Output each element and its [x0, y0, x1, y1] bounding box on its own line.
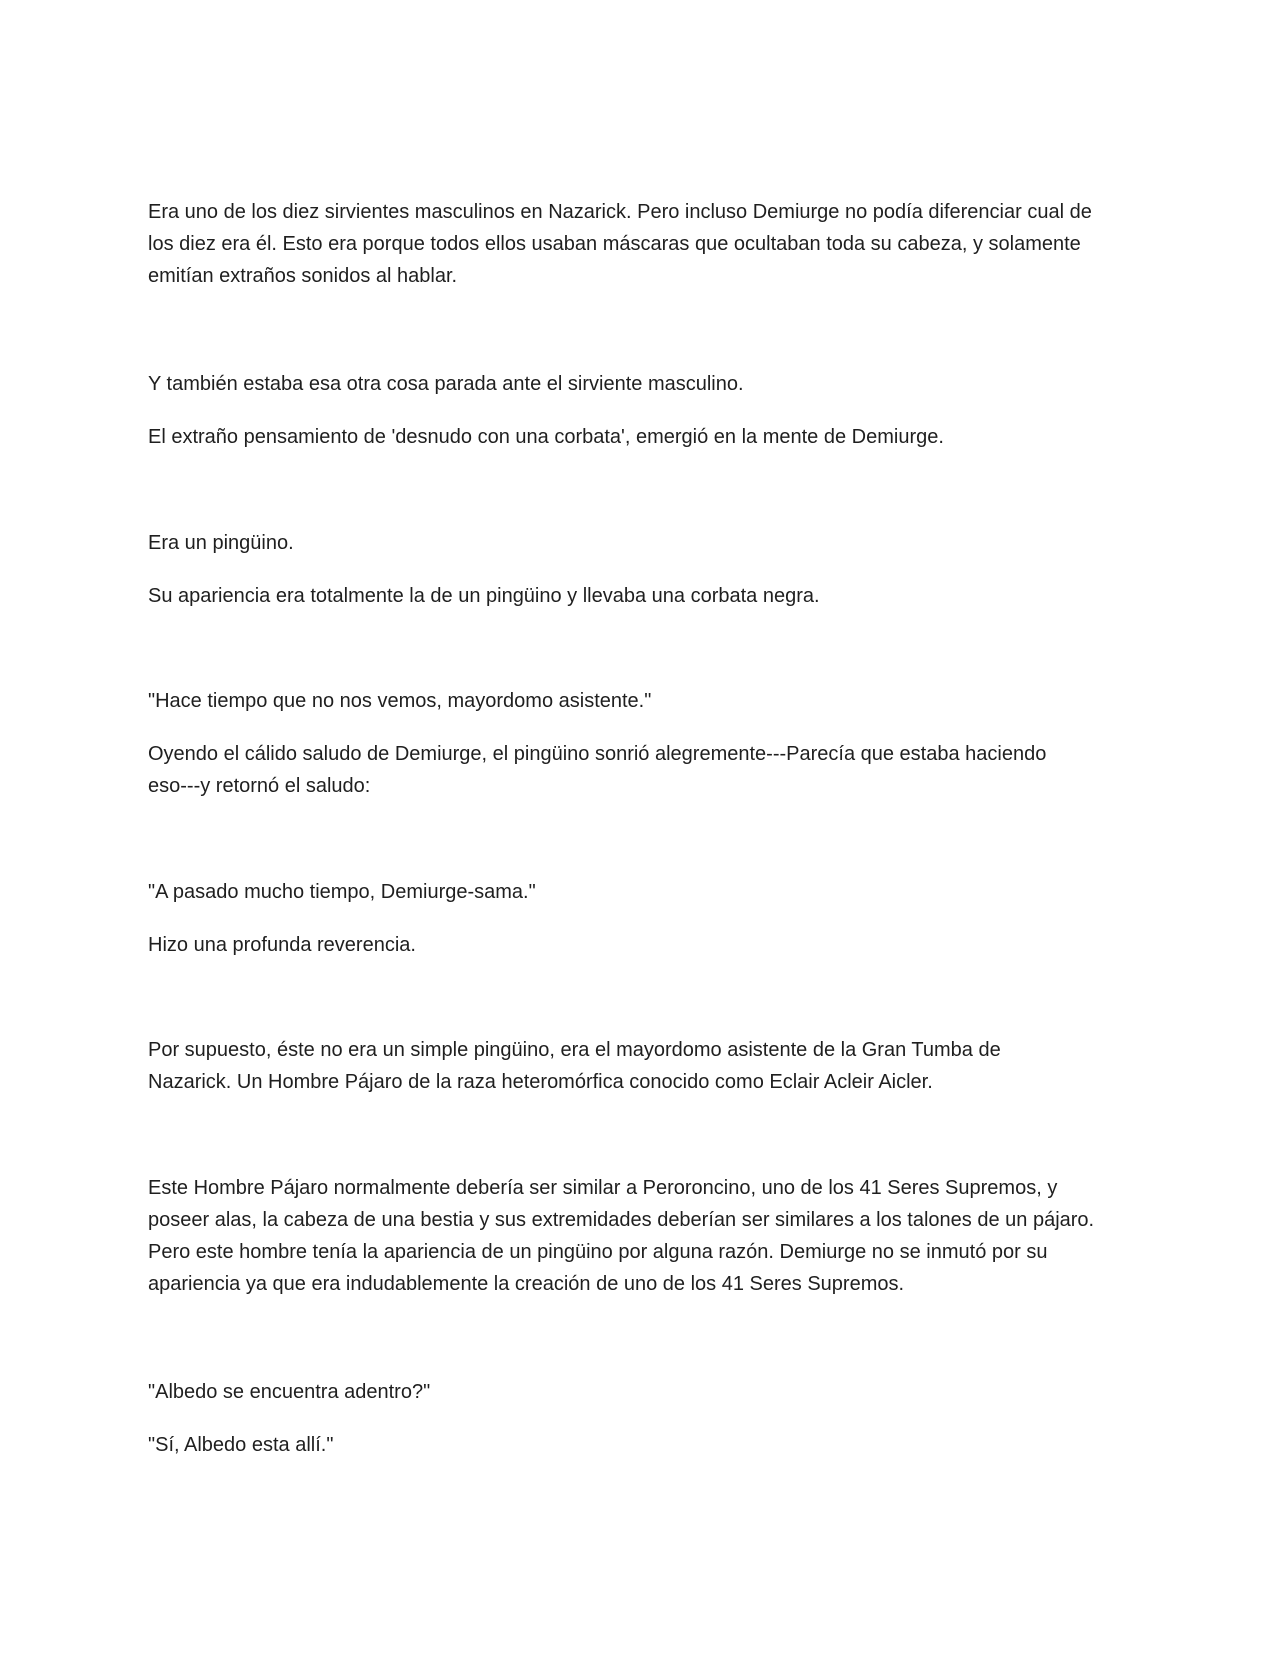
paragraph-long-time-quote	[148, 876, 1138, 908]
paragraph-penguin	[148, 527, 1138, 559]
paragraph-warm-greeting	[148, 738, 1138, 802]
paragraph-butler-assistant	[148, 1034, 1138, 1098]
text-line: apariencia ya que era indudablemente la creación de uno de los 41 Seres Supremos.	[148, 1273, 905, 1295]
text-line: eso---y retornó el saludo:	[148, 775, 371, 797]
paragraph-albedo-question	[148, 1376, 1138, 1408]
paragraph-bow	[148, 929, 1138, 961]
paragraph-appearance	[148, 580, 1138, 612]
paragraph-other-thing	[148, 368, 1138, 400]
text-line: los diez era él. Esto era porque todos ellos usaban máscaras que ocultaban toda su cabeza, y solamente	[148, 233, 1081, 255]
paragraph-ten-servants	[148, 196, 1138, 292]
text-line: "A pasado mucho tiempo, Demiurge-sama."	[148, 881, 536, 903]
paragraph-bird-man	[148, 1172, 1138, 1300]
text-line: "Hace tiempo que no nos vemos, mayordomo asistente."	[148, 690, 652, 712]
text-line: emitían extraños sonidos al hablar.	[148, 265, 458, 287]
text-line: Era un pingüino.	[148, 532, 294, 554]
paragraph-strange-thought	[148, 421, 1138, 453]
text-line: Este Hombre Pájaro normalmente debería ser similar a Peroroncino, uno de los 41 Seres Supremos, y	[148, 1177, 1058, 1199]
text-line: "Albedo se encuentra adentro?"	[148, 1381, 431, 1403]
text-line: "Sí, Albedo esta allí."	[148, 1434, 334, 1456]
text-line: Nazarick. Un Hombre Pájaro de la raza heteromórfica conocido como Eclair Acleir Aicler.	[148, 1071, 933, 1093]
text-line: Era uno de los diez sirvientes masculinos en Nazarick. Pero incluso Demiurge no podía diferenciar cual de	[148, 201, 1092, 223]
text-line: Pero este hombre tenía la apariencia de un pingüino por alguna razón. Demiurge no se inmutó por su	[148, 1241, 1048, 1263]
text-line: El extraño pensamiento de 'desnudo con una corbata', emergió en la mente de Demiurge.	[148, 426, 944, 448]
paragraph-albedo-answer	[148, 1429, 1138, 1461]
text-line: Por supuesto, éste no era un simple pingüino, era el mayordomo asistente de la Gran Tumba de	[148, 1039, 1001, 1061]
text-line: Y también estaba esa otra cosa parada ante el sirviente masculino.	[148, 373, 744, 395]
text-line: poseer alas, la cabeza de una bestia y sus extremidades deberían ser similares a los talones de un pájaro.	[148, 1209, 1095, 1231]
text-line: Su apariencia era totalmente la de un pingüino y llevaba una corbata negra.	[148, 585, 820, 607]
text-line: Hizo una profunda reverencia.	[148, 934, 416, 956]
paragraph-greeting-quote	[148, 685, 1138, 717]
text-line: Oyendo el cálido saludo de Demiurge, el pingüino sonrió alegremente---Parecía que estaba haciendo	[148, 743, 1047, 765]
